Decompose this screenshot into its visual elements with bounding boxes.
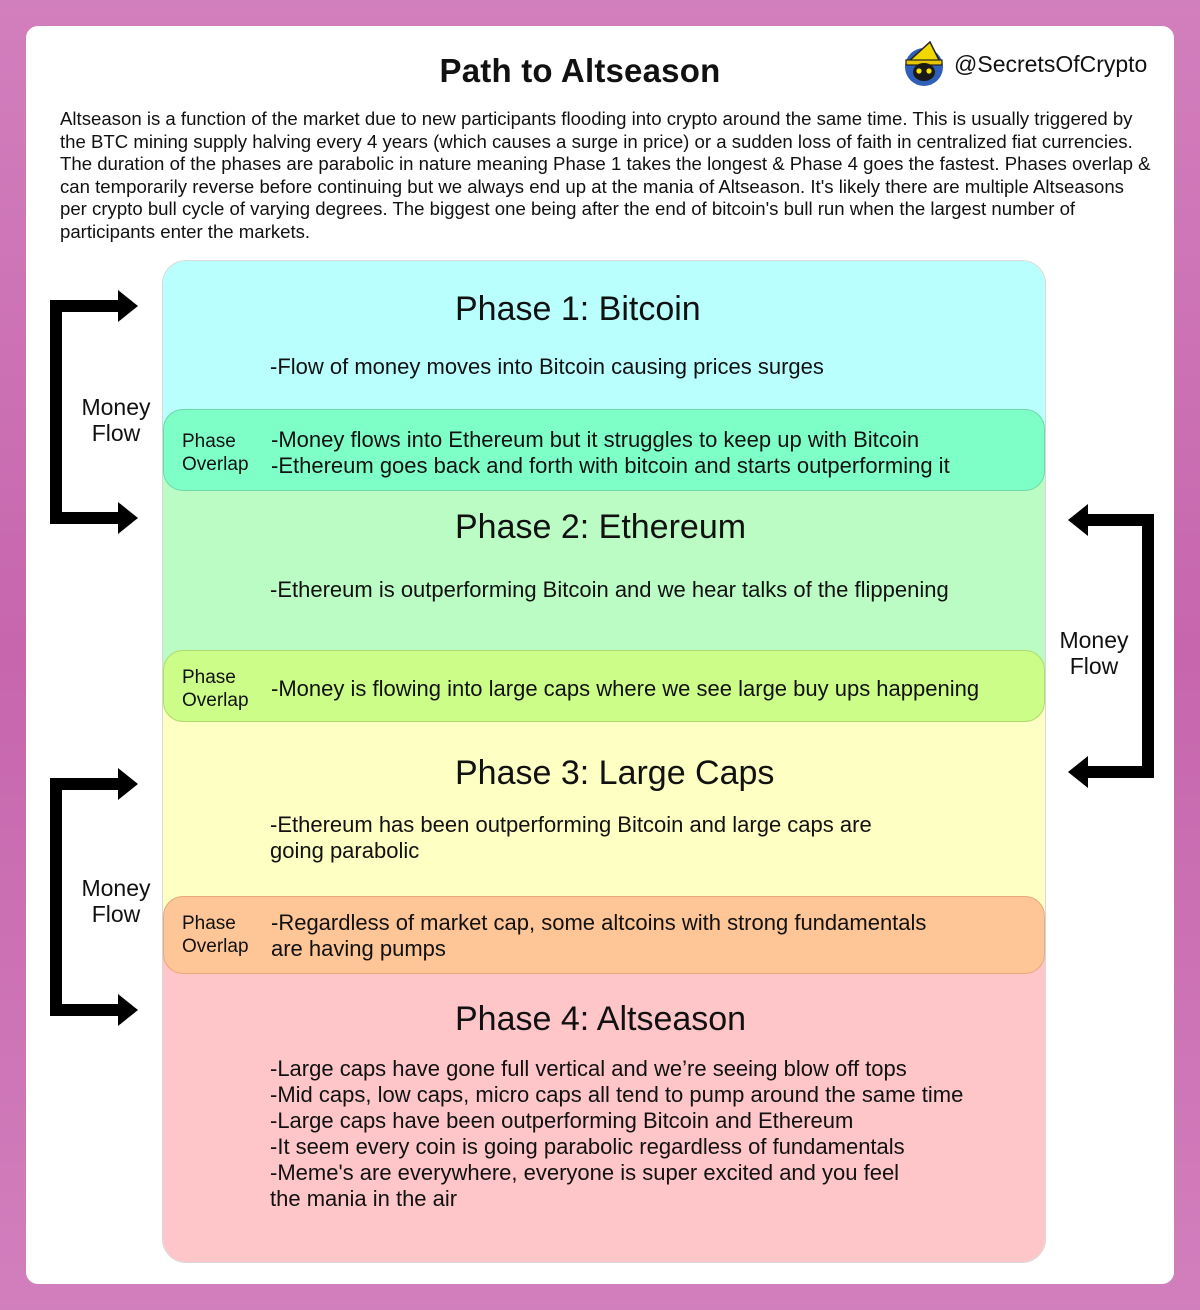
phase-3-band bbox=[163, 691, 1045, 911]
handle-text: @SecretsOfCrypto bbox=[954, 50, 1148, 77]
money-flow-line: Money bbox=[81, 394, 151, 420]
money-flow-line: Money bbox=[81, 875, 151, 901]
author-handle[interactable] bbox=[900, 40, 1147, 88]
overlap-label-line: Overlap bbox=[182, 936, 249, 957]
phase-4-line: the mania in the air bbox=[270, 1186, 458, 1211]
money-flow-label bbox=[72, 875, 160, 927]
page-title: Path to Altseason bbox=[439, 52, 721, 89]
overlap-3-text bbox=[271, 910, 926, 962]
phase-4-line: -Meme's are everywhere, everyone is super excited and you feel bbox=[270, 1160, 900, 1185]
phase-3-line: -Ethereum has been outperforming Bitcoin and large caps are bbox=[270, 812, 872, 837]
overlap-label bbox=[182, 912, 249, 958]
phase-3-title: Phase 3: Large Caps bbox=[455, 754, 775, 792]
phase-overlap-3 bbox=[163, 896, 1045, 974]
phases-panel bbox=[162, 260, 1046, 1263]
money-flow-label bbox=[72, 394, 160, 446]
phase-4-text bbox=[270, 1056, 963, 1212]
phase-4-title: Phase 4: Altseason bbox=[455, 1000, 747, 1038]
overlap-line: -Money is flowing into large caps where we see large buy ups happening bbox=[271, 676, 980, 701]
overlap-label bbox=[182, 430, 249, 476]
money-flow-label bbox=[1050, 627, 1138, 679]
money-flow-line: Money bbox=[1059, 627, 1129, 653]
phase-1-title: Phase 1: Bitcoin bbox=[455, 290, 701, 328]
wizard-avatar-icon bbox=[900, 40, 948, 88]
overlap-label bbox=[182, 666, 249, 712]
phase-1-line: -Flow of money moves into Bitcoin causing prices surges bbox=[270, 354, 824, 379]
phase-1-band bbox=[163, 261, 1045, 431]
overlap-line: -Money flows into Ethereum but it struggles to keep up with Bitcoin bbox=[271, 427, 920, 452]
money-flow-line: Flow bbox=[1069, 653, 1119, 679]
phase-3-text bbox=[270, 812, 872, 864]
overlap-line: -Regardless of market cap, some altcoins with strong fundamentals bbox=[271, 910, 927, 935]
money-flow-line: Flow bbox=[91, 901, 141, 927]
phase-overlap-1 bbox=[163, 409, 1045, 491]
phase-2-band bbox=[163, 461, 1045, 681]
phase-2-line: -Ethereum is outperforming Bitcoin and we hear talks of the flippening bbox=[270, 577, 949, 602]
phase-1-text bbox=[270, 354, 824, 380]
phase-4-line: -It seem every coin is going parabolic regardless of fundamentals bbox=[270, 1134, 905, 1159]
phase-4-line: -Mid caps, low caps, micro caps all tend to pump around the same time bbox=[270, 1082, 964, 1107]
intro-paragraph: Altseason is a function of the market due to new participants flooding into crypto around the same time. This is usually triggered by the BTC mining supply halving every 4 years (which causes a surge in price) or a sudden loss of faith in centralized fiat currencies. The duration of the phases are parabolic in nature meaning Phase 1 takes the longest & Phase 4 goes the fastest. Phases overlap & can temporarily reverse before continuing but we always end up at the mania of Altseason. It's likely there are multiple Altseasons per crypto bull cycle of varying degrees. The biggest one being after the end of bitcoin's bull run when the largest number of participants enter the markets. bbox=[60, 108, 1151, 242]
overlap-2-text bbox=[271, 676, 979, 702]
phase-2-text bbox=[270, 577, 949, 603]
phase-4-line: -Large caps have gone full vertical and we’re seeing blow off tops bbox=[270, 1056, 907, 1081]
overlap-line: -Ethereum goes back and forth with bitcoin and starts outperforming it bbox=[271, 453, 950, 478]
overlap-label-line: Phase bbox=[182, 667, 236, 688]
overlap-label-line: Overlap bbox=[182, 690, 249, 711]
overlap-line: are having pumps bbox=[271, 936, 446, 961]
phase-overlap-2 bbox=[163, 650, 1045, 722]
phase-2-title: Phase 2: Ethereum bbox=[455, 508, 747, 546]
overlap-label-line: Phase bbox=[182, 431, 236, 452]
phase-3-line: going parabolic bbox=[270, 838, 420, 863]
overlap-label-line: Phase bbox=[182, 913, 236, 934]
overlap-1-text bbox=[271, 427, 950, 479]
phase-4-line: -Large caps have been outperforming Bitcoin and Ethereum bbox=[270, 1108, 854, 1133]
money-flow-line: Flow bbox=[91, 420, 141, 446]
overlap-label-line: Overlap bbox=[182, 454, 249, 475]
